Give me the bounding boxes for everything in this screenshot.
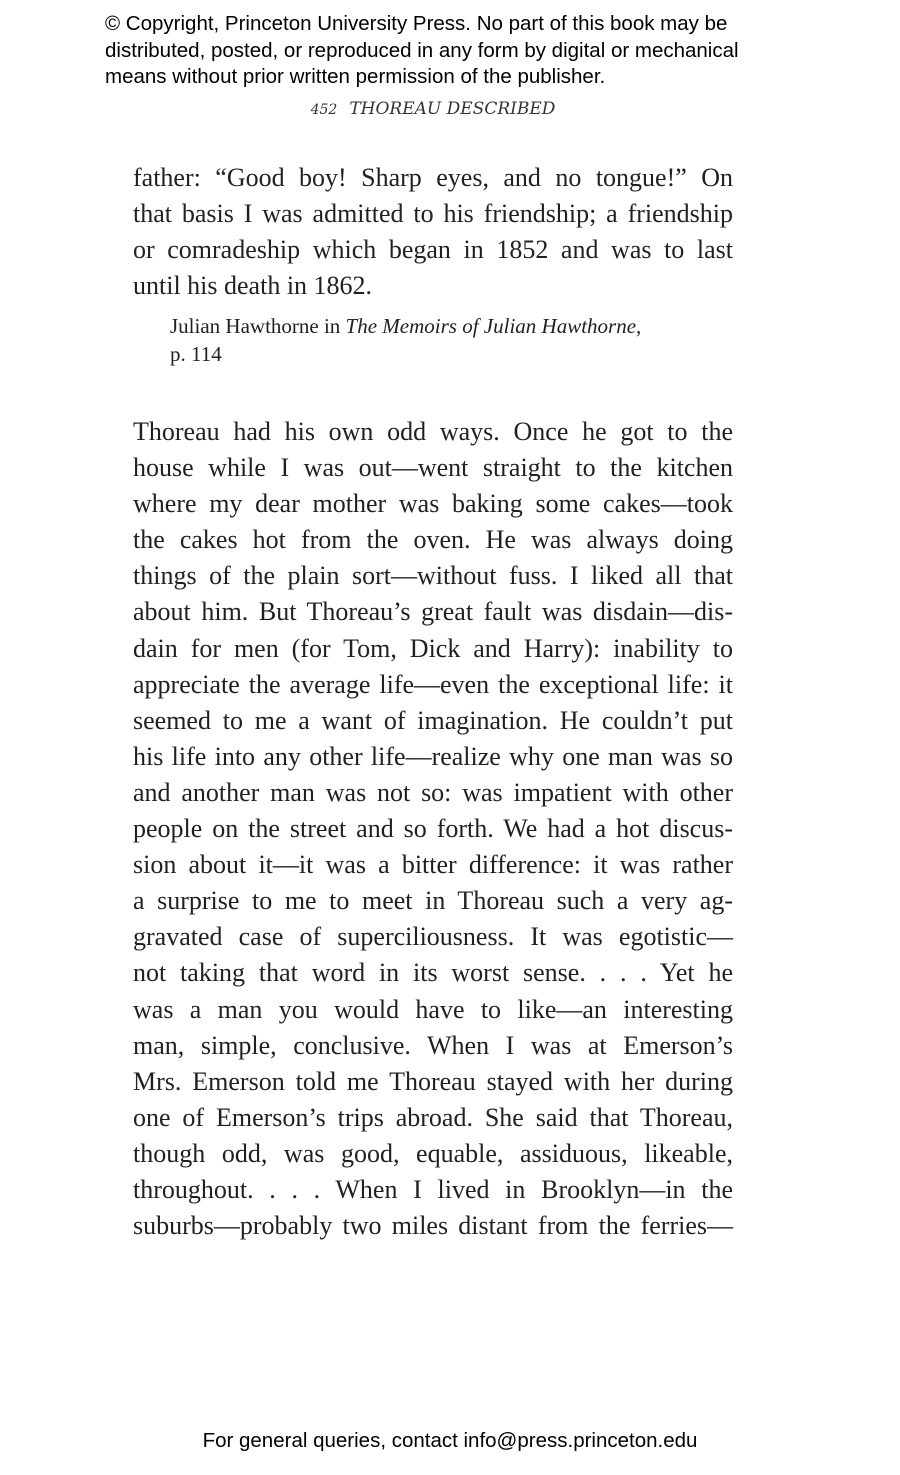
- source-citation: [170, 312, 730, 368]
- text-line: father: “Good boy! Sharp eyes, and no tongue!” On: [133, 163, 733, 192]
- text-line: not taking that word in its worst sense. . . . Yet he: [133, 958, 733, 988]
- copyright-line: © Copyright, Princeton University Press. No part of this book may be: [105, 12, 728, 35]
- text-line: suburbs—probably two miles distant from the ferries—: [133, 1211, 733, 1241]
- text-line: about him. But Thoreau’s great fault was disdain—dis-: [133, 597, 733, 627]
- text-line: the cakes hot from the oven. He was always doing: [133, 525, 733, 555]
- running-head-title: THOREAU DESCRIBED: [349, 99, 556, 119]
- text-line: house while I was out—went straight to the kitchen: [133, 453, 733, 483]
- text-line: gravated case of superciliousness. It was egotistic—: [133, 922, 733, 952]
- text-line: appreciate the average life—even the exceptional life: it: [133, 669, 733, 699]
- text-line: things of the plain sort—without fuss. I liked all that: [133, 561, 733, 591]
- text-line: a surprise to me to meet in Thoreau such a very ag-: [133, 886, 733, 916]
- contact-footer: For general queries, contact info@press.princeton.edu: [202, 1429, 698, 1452]
- citation-book-title: The Memoirs of Julian Hawthorne: [345, 314, 637, 338]
- page-number: 452: [310, 102, 338, 118]
- text-line: seemed to me a want of imagination. He couldn’t put: [133, 705, 733, 735]
- text-line: until his death in 1862.: [133, 271, 373, 301]
- text-line: one of Emerson’s trips abroad. She said that Thoreau,: [133, 1102, 733, 1132]
- quotation-passage-whitman: [133, 414, 733, 1244]
- text-line: his life into any other life—realize why one man was so: [133, 741, 733, 771]
- text-line: where my dear mother was baking some cakes—took: [133, 489, 733, 519]
- text-line: or comradeship which began in 1852 and was to last: [133, 235, 733, 265]
- citation-page: p. 114: [170, 342, 222, 366]
- text-line: was a man you would have to like—an interesting: [133, 994, 733, 1024]
- text-line: Thoreau had his own odd ways. Once he got to the: [133, 417, 733, 446]
- quotation-passage-hawthorne: [133, 160, 733, 304]
- text-line: dain for men (for Tom, Dick and Harry): inability to: [133, 633, 733, 663]
- text-line: people on the street and so forth. We had a hot discus-: [133, 814, 733, 844]
- copyright-notice: [105, 11, 825, 91]
- citation-prefix: Julian Hawthorne in: [170, 314, 346, 338]
- copyright-line: means without prior written permission of the publisher.: [105, 65, 606, 88]
- text-line: sion about it—it was a bitter difference: it was rather: [133, 850, 733, 880]
- text-line: throughout. . . . When I lived in Brooklyn—in the: [133, 1174, 733, 1204]
- text-line: man, simple, conclusive. When I was at Emerson’s: [133, 1030, 733, 1060]
- text-line: though odd, was good, equable, assiduous, likeable,: [133, 1138, 733, 1168]
- running-head: [0, 98, 866, 121]
- copyright-line: distributed, posted, or reproduced in any form by digital or mechanical: [105, 38, 739, 62]
- citation-suffix: ,: [636, 314, 642, 338]
- text-line: that basis I was admitted to his friendship; a friendship: [133, 199, 733, 229]
- text-line: Mrs. Emerson told me Thoreau stayed with her during: [133, 1066, 733, 1096]
- citation-line: [170, 312, 730, 340]
- text-line: and another man was not so: was impatient with other: [133, 777, 733, 807]
